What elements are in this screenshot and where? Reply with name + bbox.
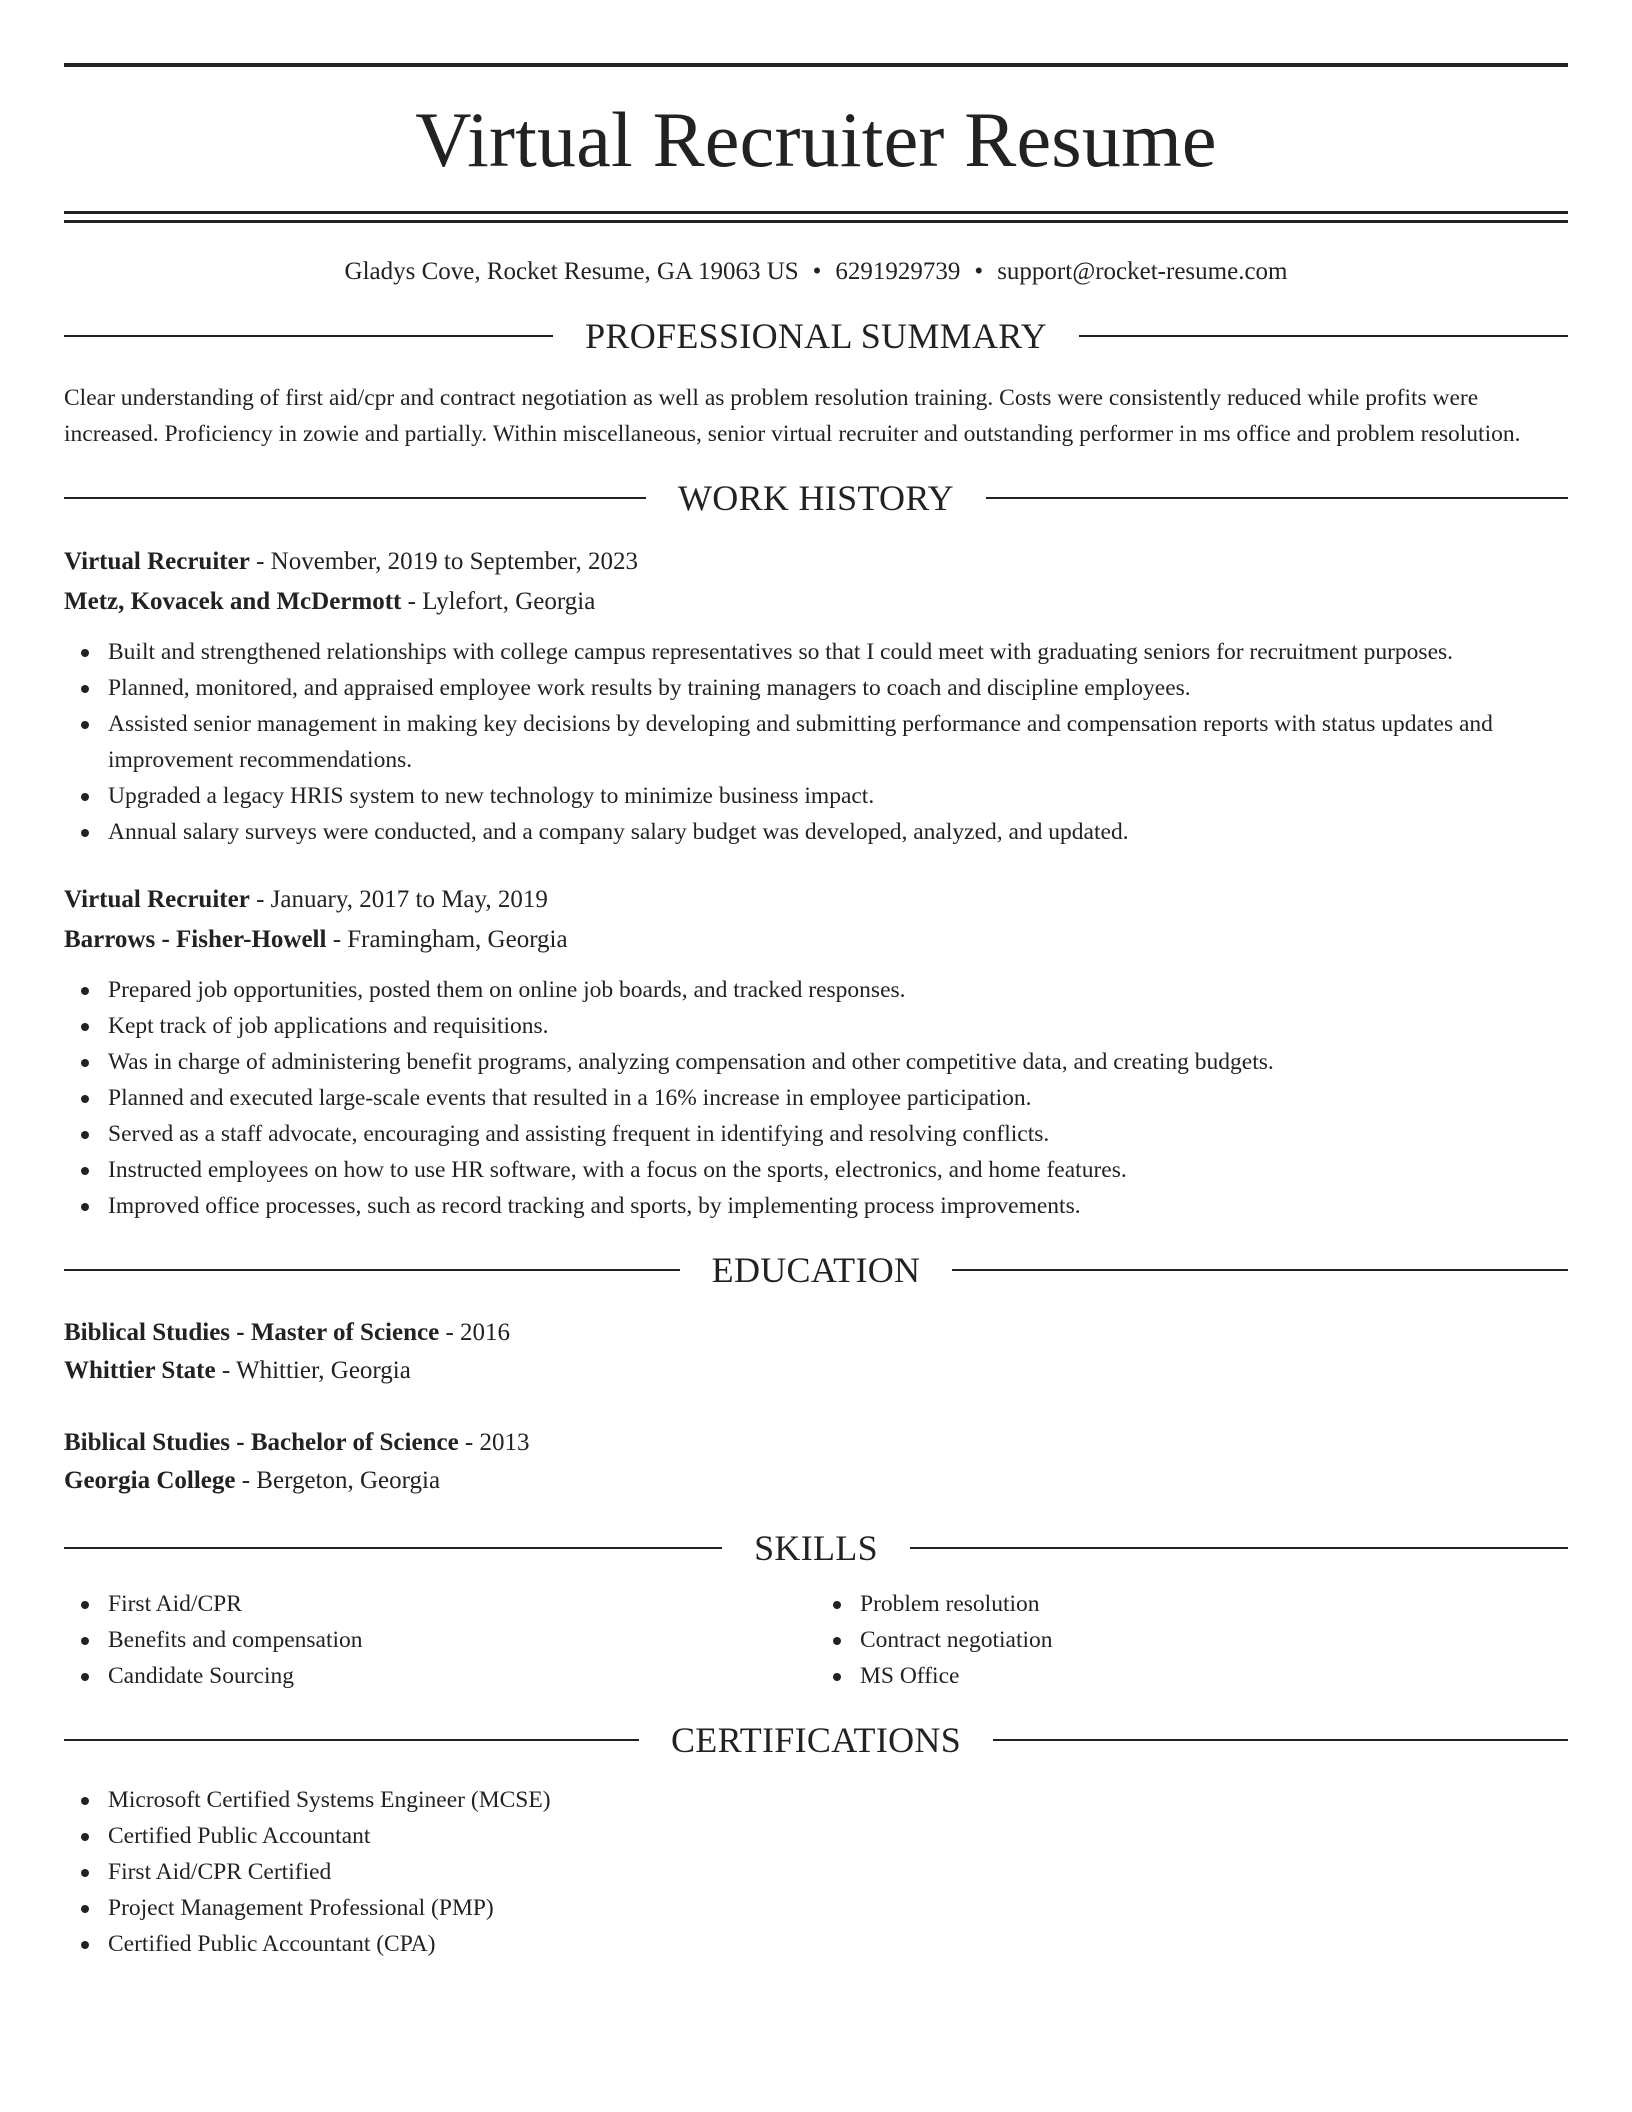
- job-company: Metz, Kovacek and McDermott: [64, 588, 402, 615]
- degree: Biblical Studies - Master of Science: [64, 1319, 440, 1346]
- list-item: Contract negotiation: [860, 1622, 1568, 1658]
- job-location: - Framingham, Georgia: [326, 926, 568, 953]
- job-dates: - November, 2019 to September, 2023: [249, 548, 639, 575]
- work-history-heading: WORK HISTORY: [678, 478, 954, 518]
- job-dates: - January, 2017 to May, 2019: [249, 886, 548, 913]
- certifications-heading: CERTIFICATIONS: [670, 1720, 962, 1760]
- title-double-rule: [64, 211, 1568, 223]
- contact-separator: •: [974, 258, 984, 285]
- school-location: - Whittier, Georgia: [215, 1357, 411, 1384]
- heading-rule: [64, 1269, 680, 1271]
- list-item: Served as a staff advocate, encouraging and assisting frequent in identifying and resolving conflicts.: [108, 1116, 1568, 1152]
- heading-rule: [64, 497, 646, 499]
- degree-year: - 2016: [439, 1319, 511, 1346]
- list-item: First Aid/CPR Certified: [108, 1854, 1568, 1890]
- degree-year: - 2013: [458, 1429, 530, 1456]
- job-title: Virtual Recruiter: [64, 548, 250, 575]
- job-entry: [64, 542, 1568, 850]
- education-entry: [64, 1424, 1568, 1500]
- list-item: Problem resolution: [860, 1586, 1568, 1622]
- school-line: [64, 1462, 1568, 1500]
- heading-rule: [986, 497, 1568, 499]
- skills-list-right: [816, 1586, 1568, 1694]
- skills-list-left: [64, 1586, 816, 1694]
- job-company-line: [64, 920, 1568, 960]
- heading-rule: [64, 1547, 722, 1549]
- list-item: Benefits and compensation: [108, 1622, 816, 1658]
- heading-rule: [64, 1739, 639, 1741]
- contact-line: [64, 259, 1568, 284]
- job-duties-list: [64, 634, 1568, 850]
- degree: Biblical Studies - Bachelor of Science: [64, 1429, 459, 1456]
- contact-separator: •: [812, 258, 822, 285]
- job-title: Virtual Recruiter: [64, 886, 250, 913]
- contact-phone: 6291929739: [835, 258, 961, 285]
- list-item: Built and strengthened relationships with college campus representatives so that I could meet with graduating seniors for recruitment purposes.: [108, 634, 1568, 670]
- school-line: [64, 1352, 1568, 1390]
- summary-text: Clear understanding of first aid/cpr and contract negotiation as well as problem resolution training. Costs were consistently reduced while profits were increased. Proficiency in zowie and partially. Within miscellaneous, senior virtual recruiter and outstanding performer in ms office and problem resolution.: [64, 385, 1521, 447]
- work-history-section-heading: [64, 480, 1568, 516]
- school: Whittier State: [64, 1357, 216, 1384]
- skills-grid: [64, 1586, 1568, 1694]
- school-location: - Bergeton, Georgia: [235, 1467, 441, 1494]
- education-entry: [64, 1314, 1568, 1390]
- list-item: MS Office: [860, 1658, 1568, 1694]
- list-item: Kept track of job applications and requisitions.: [108, 1008, 1568, 1044]
- heading-rule: [64, 335, 553, 337]
- degree-line: [64, 1424, 1568, 1462]
- skills-heading: SKILLS: [754, 1528, 878, 1568]
- list-item: First Aid/CPR: [108, 1586, 816, 1622]
- heading-rule: [1079, 335, 1568, 337]
- summary-heading: PROFESSIONAL SUMMARY: [585, 316, 1047, 356]
- skills-section-heading: [64, 1530, 1568, 1566]
- list-item: Certified Public Accountant (CPA): [108, 1926, 1568, 1962]
- list-item: Instructed employees on how to use HR software, with a focus on the sports, electronics, and home features.: [108, 1152, 1568, 1188]
- degree-line: [64, 1314, 1568, 1352]
- education-section-heading: [64, 1252, 1568, 1288]
- contact-address: Gladys Cove, Rocket Resume, GA 19063 US: [344, 258, 799, 285]
- resume-title: Virtual Recruiter Resume: [415, 96, 1217, 183]
- heading-rule: [910, 1547, 1568, 1549]
- school: Georgia College: [64, 1467, 236, 1494]
- list-item: Was in charge of administering benefit programs, analyzing compensation and other competitive data, and creating budgets.: [108, 1044, 1568, 1080]
- list-item: Prepared job opportunities, posted them on online job boards, and tracked responses.: [108, 972, 1568, 1008]
- top-rule: [64, 63, 1568, 67]
- job-company-line: [64, 582, 1568, 622]
- heading-rule: [952, 1269, 1568, 1271]
- education-heading: EDUCATION: [711, 1250, 921, 1290]
- certifications-section-heading: [64, 1722, 1568, 1758]
- job-entry: [64, 880, 1568, 1224]
- job-duties-list: [64, 972, 1568, 1224]
- job-company: Barrows - Fisher-Howell: [64, 926, 327, 953]
- list-item: Assisted senior management in making key decisions by developing and submitting performance and compensation reports with status updates and improvement recommendations.: [108, 706, 1568, 778]
- job-title-line: [64, 542, 1568, 582]
- list-item: Annual salary surveys were conducted, and a company salary budget was developed, analyzed, and updated.: [108, 814, 1568, 850]
- list-item: Planned, monitored, and appraised employee work results by training managers to coach and discipline employees.: [108, 670, 1568, 706]
- list-item: Candidate Sourcing: [108, 1658, 816, 1694]
- list-item: Microsoft Certified Systems Engineer (MCSE): [108, 1782, 1568, 1818]
- list-item: Planned and executed large-scale events that resulted in a 16% increase in employee participation.: [108, 1080, 1568, 1116]
- heading-rule: [993, 1739, 1568, 1741]
- certifications-list: [64, 1782, 1568, 1962]
- contact-email: support@rocket-resume.com: [997, 258, 1288, 285]
- list-item: Certified Public Accountant: [108, 1818, 1568, 1854]
- summary-section-heading: [64, 318, 1568, 354]
- list-item: Upgraded a legacy HRIS system to new technology to minimize business impact.: [108, 778, 1568, 814]
- job-title-line: [64, 880, 1568, 920]
- list-item: Project Management Professional (PMP): [108, 1890, 1568, 1926]
- job-location: - Lylefort, Georgia: [401, 588, 596, 615]
- list-item: Improved office processes, such as record tracking and sports, by implementing process improvements.: [108, 1188, 1568, 1224]
